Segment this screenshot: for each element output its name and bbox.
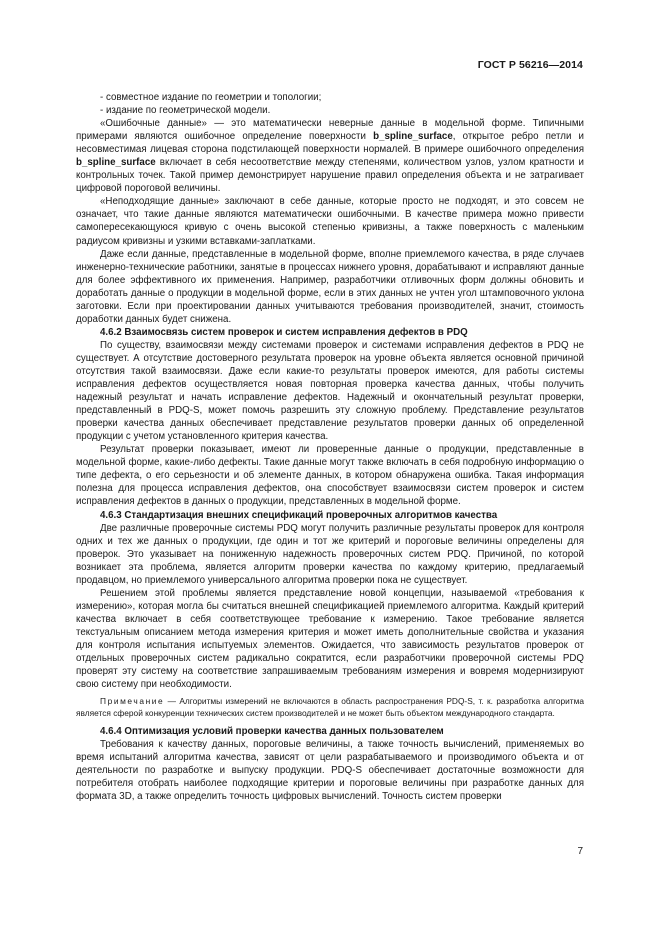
paragraph-unsuitable-data: «Неподходящие данные» заключают в себе данные, которые просто не подходят, и это совсем не означает, что такие данные являются математически ошибочными. В качестве примера можно привести самопересекающуюся кривую с очень высокой степенью кривизны, а также поверхность с маленьким радиусом кривизны и узкими вставками-заплатками.	[76, 196, 584, 247]
paragraph: Результат проверки показывает, имеют ли проверенные данные о продукции, представленные в модельной форме, какие-либо дефекты. Такие данные могут также включать в себя подробную информацию о типе дефекта, о его серьезности и об элементе данных, в котором обнаружена ошибка. Такая информация полезна для процесса исправления дефектов, она способствует взаимосвязи систем проверок и систем исправления дефектов в данных о продукции, представленных в модельной форме.	[76, 444, 584, 508]
section-heading-4-6-3: 4.6.3 Стандартизация внешних спецификаций проверочных алгоритмов качества	[100, 509, 498, 521]
standard-designation: ГОСТ Р 56216—2014	[477, 59, 583, 71]
paragraph-erroneous-data	[76, 117, 584, 195]
paragraph: Решением этой проблемы является представление новой концепции, называемой «требования к измерению», которая могла бы считаться внешней спецификацией приемлемого алгоритма. Каждый критерий качества включает в себя соответствующее требование к измерению. Такое требование является текстуальным описанием метода измерения критерия и может иметь дополнительные свойства и указания для контроля испытания испытуемых элементов. Ожидается, что зависимость результатов проверок от отдельных проверочных систем радикально сократится, если разработчики проверочной системы PDQ проверят эту систему на соответствие запрашиваемым требованиям измерения и вовремя модернизируют свою систему при необходимости.	[76, 587, 584, 691]
text-run: «Ошибочные данные» — это математически неверные данные в модельной форме. Типичными примерами являются ошибочное определение поверхности	[76, 118, 584, 143]
section-heading-4-6-4: 4.6.4 Оптимизация условий проверки качества данных пользователем	[100, 725, 444, 737]
note-label: Примечание	[100, 696, 165, 707]
note	[76, 696, 584, 719]
note-text: — Алгоритмы измерений не включаются в область распространения PDQ-S, т. к. разработка алгоритма является сферой конкуренции технических систем производителей и не может быть объектом международного стандарта.	[76, 696, 584, 718]
list-item: - совместное издание по геометрии и топологии;	[100, 92, 322, 103]
term-b-spline-surface: b_spline_surface	[373, 131, 453, 143]
paragraph: Две различные проверочные системы PDQ могут получить различные результаты проверок для контроля одних и тех же данных о продукции, где один и тот же критерий и пороговые величины определены для проверок. Это указывает на пониженную надежность проверочных систем PDQ. Причиной, по которой возникает эта проблема, является алгоритм проверки качества по каждому критерию, предлагаемый продавцом, но приемлемого универсального алгоритма проверки пока не существует.	[76, 522, 584, 586]
term-b-spline-surface: b_spline_surface	[76, 157, 156, 169]
section-heading-4-6-2: 4.6.2 Взаимосвязь систем проверок и систем исправления дефектов в PDQ	[100, 326, 468, 338]
page-number: 7	[577, 846, 583, 857]
document-body	[76, 91, 584, 803]
text-run: включает в себя несоответствие между степенями, количеством узлов, узлом кратности и контрольных точек. Такой пример демонстрирует нарушение правил определения объекта и не затрагивает цифровой пороговой величины.	[76, 157, 584, 195]
paragraph: По существу, взаимосвязи между системами проверок и системами исправления дефектов в PDQ не существует. А отсутствие достоверного результата проверок на уровне объекта является основной причиной отсутствия такой взаимосвязи. Даже если какие-то результаты проверок имеются, для работы системы исправления дефектов осуществляется новая повторная проверка качества данных, чтобы получить надежный результат и начать исправление дефектов. Надежный и окончательный результат проверки, представленный в PDQ-S, может помочь разрешить эту сложную проблему. Представление результатов проверки качества данных обеспечивает представление результатов проверки данных об определенной продукции с учетом установленного критерия качества.	[76, 339, 584, 443]
paragraph-data-rework: Даже если данные, представленные в модельной форме, вполне приемлемого качества, в ряде случаев инженерно-технические работники, занятые в процессах нижнего уровня, дорабатывают и исправляют данные для более эффективного их применения. Например, разработчики отливочных форм должны обновить и доработать данные о продукции в модельной форме, если в этих данных не учтен угол штамповочного уклона заготовки. Если при проектировании данных учитываются требования производителей, значит, стоимость доработки данных будет снижена.	[76, 248, 584, 325]
text-run: , открытое ребро петли и несовместимая лицевая сторона подстилающей поверхности нормалей. В примере ошибочного определения	[76, 131, 584, 156]
paragraph: Требования к качеству данных, пороговые величины, а также точность вычислений, применяемых во время испытаний алгоритма качества, зависят от цели разрабатываемого и производимого объекта и от деятельности по разработке и выпуску продукции. PDQ-S обеспечивает достаточные возможности для потребителя отобрать наиболее подходящие критерии и пороговые величины при разработке данных для формата 3D, а также определить точность цифровых вычислений. Точность систем проверки	[76, 739, 584, 803]
list-item: - издание по геометрической модели.	[100, 105, 271, 117]
